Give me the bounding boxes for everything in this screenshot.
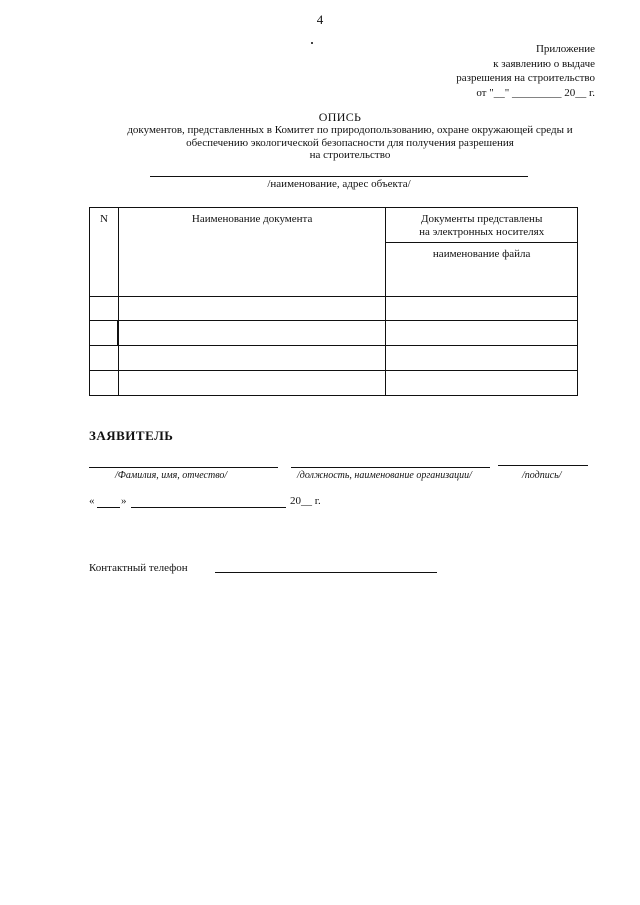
cell-doc-name[interactable] xyxy=(118,321,385,346)
applicant-heading: ЗАЯВИТЕЛЬ xyxy=(89,428,174,443)
cell-filename[interactable] xyxy=(386,321,578,346)
header-number-label: N xyxy=(99,213,108,225)
cell-number[interactable] xyxy=(90,346,119,371)
header-electronic-line-1: Документы представлены xyxy=(420,213,543,225)
object-name-line[interactable] xyxy=(150,176,528,177)
cell-filename[interactable] xyxy=(386,297,578,321)
header-cell-doc-name xyxy=(118,208,385,297)
date-close-quote: » xyxy=(121,495,127,507)
name-caption: /Фамилия, имя, отчество/ xyxy=(115,470,228,481)
signature-line[interactable] xyxy=(498,465,588,466)
subtitle-line-3: на строительство xyxy=(309,149,391,161)
date-month-line[interactable] xyxy=(131,507,286,508)
table-row xyxy=(90,346,578,371)
header-cell-electronic xyxy=(386,208,578,243)
header-cell-filename xyxy=(386,243,578,297)
header-cell-number xyxy=(90,208,119,297)
date-close xyxy=(121,495,127,507)
header-filename-label: наименование файла xyxy=(432,248,531,260)
cell-doc-name[interactable] xyxy=(118,371,385,396)
page-number: 4 xyxy=(316,12,324,27)
subtitle-line-2: обеспечению экологической безопасности для получения разрешения xyxy=(186,136,514,149)
header-doc-name-label: Наименование документа xyxy=(191,213,313,225)
cell-doc-name[interactable] xyxy=(118,297,385,321)
appendix-line-4: от "__" _________ 20__ г. xyxy=(476,86,595,99)
cell-doc-name[interactable] xyxy=(118,346,385,371)
cell-filename[interactable] xyxy=(386,371,578,396)
table-row xyxy=(90,297,578,321)
cell-filename[interactable] xyxy=(386,346,578,371)
cell-number[interactable] xyxy=(90,321,119,346)
table-header-row xyxy=(90,208,578,243)
appendix-header xyxy=(456,42,595,100)
date-field xyxy=(89,495,95,507)
appendix-line-3: разрешения на строительство xyxy=(456,72,595,84)
name-signature-line[interactable] xyxy=(89,467,278,468)
object-caption: /наименование, адрес объекта/ xyxy=(267,178,411,190)
appendix-line-2: к заявлению о выдаче xyxy=(493,57,595,70)
table-row xyxy=(90,371,578,396)
header-electronic-label xyxy=(386,208,577,239)
contact-phone-line[interactable] xyxy=(215,572,437,573)
scan-speck xyxy=(311,42,313,44)
signature-caption: /подпись/ xyxy=(522,470,562,481)
document-title: ОПИСЬ xyxy=(318,110,362,124)
appendix-line-1: Приложение xyxy=(535,43,595,55)
position-caption: /должность, наименование организации/ xyxy=(297,470,472,481)
inventory-table xyxy=(89,207,578,396)
header-electronic-line-2: на электронных носителях xyxy=(419,226,545,238)
contact-phone-label: Контактный телефон xyxy=(89,562,188,574)
date-open-quote: « xyxy=(89,495,95,507)
table-row xyxy=(90,321,578,346)
subtitle-line-1: документов, представленных в Комитет по природопользованию, охране окружающей среды и xyxy=(127,124,573,136)
position-signature-line[interactable] xyxy=(291,467,490,468)
date-year: 20__ г. xyxy=(290,495,321,507)
document-subtitle xyxy=(80,124,620,162)
cell-number[interactable] xyxy=(90,371,119,396)
cell-number[interactable] xyxy=(90,297,119,321)
date-day-line[interactable] xyxy=(97,507,120,508)
